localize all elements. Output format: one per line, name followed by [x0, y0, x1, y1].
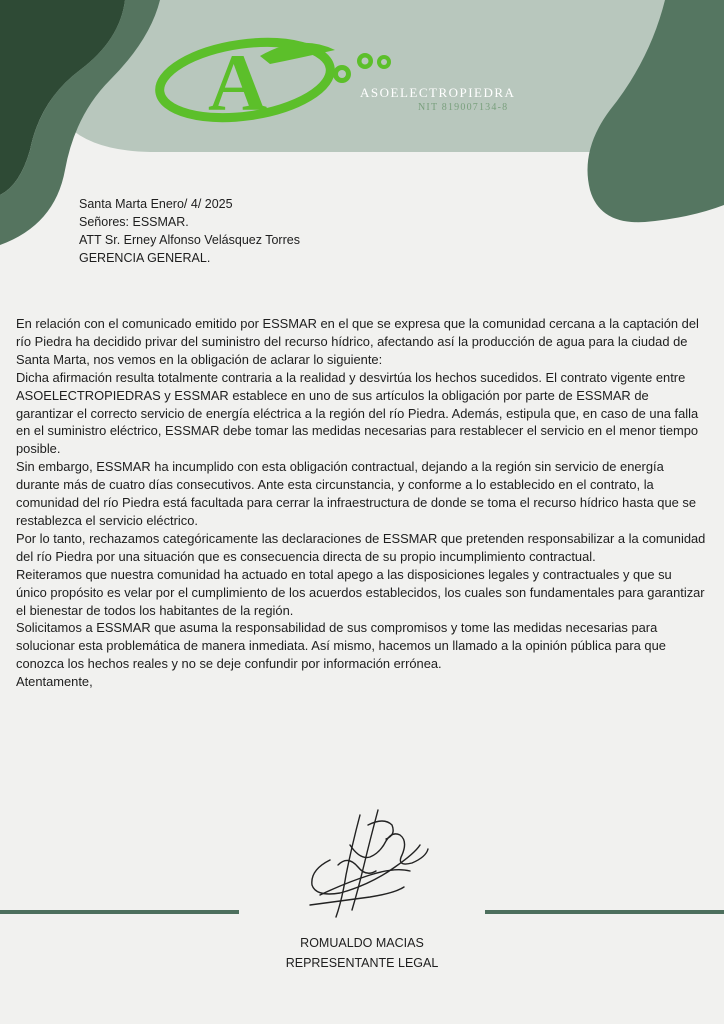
- company-name: ASOELECTROPIEDRA: [360, 85, 516, 100]
- body-paragraph: Solicitamos a ESSMAR que asuma la responsabilidad de sus compromisos y tome las medidas necesarias para solucionar esta problemática de manera inmediata. Así mismo, hacemos un llamado a la opinión pública para que conozca los hechos reales y no se deje confundir por información errónea.: [16, 620, 666, 672]
- company-logo: [150, 28, 620, 128]
- letter-date: Santa Marta Enero/ 4/ 2025: [79, 197, 233, 211]
- signer-name: ROMUALDO MACIAS: [300, 936, 424, 950]
- body-paragraph: En relación con el comunicado emitido por ESSMAR en el que se expresa que la comunidad cercana a la captación del río Piedra ha decidido privar del suministro del recurso hídrico, afectando así la producción de agua para la ciudad de Santa Marta, nos vemos en la obligación de aclarar lo siguiente:: [16, 316, 699, 367]
- letter-header: [79, 195, 300, 267]
- letter-attention: ATT Sr. Erney Alfonso Velásquez Torres: [79, 233, 300, 247]
- handwritten-signature: [300, 805, 440, 925]
- signature-rule-right: [485, 910, 724, 914]
- letter-recipient: Señores: ESSMAR.: [79, 215, 189, 229]
- body-paragraph: Dicha afirmación resulta totalmente contraria a la realidad y desvirtúa los hechos sucedidos. El contrato vigente entre ASOELECTROPIEDRAS y ESSMAR establece en uno de sus artículos la obligación por parte de ESSMAR de garantizar el correcto servicio de energía eléctrica a la región del río Piedra. Además, estipula que, en caso de una falla en el suministro eléctrico, ESSMAR debe tomar las medidas necesarias para restablecer el servicio en el menor tiempo posible.: [16, 369, 699, 457]
- gear-icon: [333, 53, 391, 83]
- body-paragraph: Reiteramos que nuestra comunidad ha actuado en total apego a las disposiciones legales y contractuales y que su único propósito es velar por el cumplimiento de los acuerdos establecidos, los cuales son fundamentales para garantizar el bienestar de todos los habitantes de la región.: [16, 566, 705, 618]
- signature-rule-left: [0, 910, 239, 914]
- letter-body: [16, 315, 706, 691]
- closing-line: Atentamente,: [16, 674, 93, 690]
- letter-department: GERENCIA GENERAL.: [79, 251, 211, 265]
- logo-letter: A: [208, 37, 268, 128]
- body-paragraph: Por lo tanto, rechazamos categóricamente las declaraciones de ESSMAR que pretenden responsabilizar a la comunidad del río Piedra por una situación que es consecuencia directa de su propio incumplimiento contractual.: [16, 530, 706, 564]
- company-nit: NIT 819007134-8: [418, 102, 509, 113]
- body-paragraph: Sin embargo, ESSMAR ha incumplido con esta obligación contractual, dejando a la región sin servicio de energía durante más de cuatro días consecutivos. Ante esta circunstancia, y conforme a lo establecido en el contrato, la comunidad del río Piedra está facultada para cerrar la infraestructura de donde se toma el recurso hídrico hasta que se restablezca el servicio eléctrico.: [16, 459, 697, 528]
- signer-title: REPRESENTANTE LEGAL: [285, 956, 439, 970]
- signer-block: [212, 933, 512, 973]
